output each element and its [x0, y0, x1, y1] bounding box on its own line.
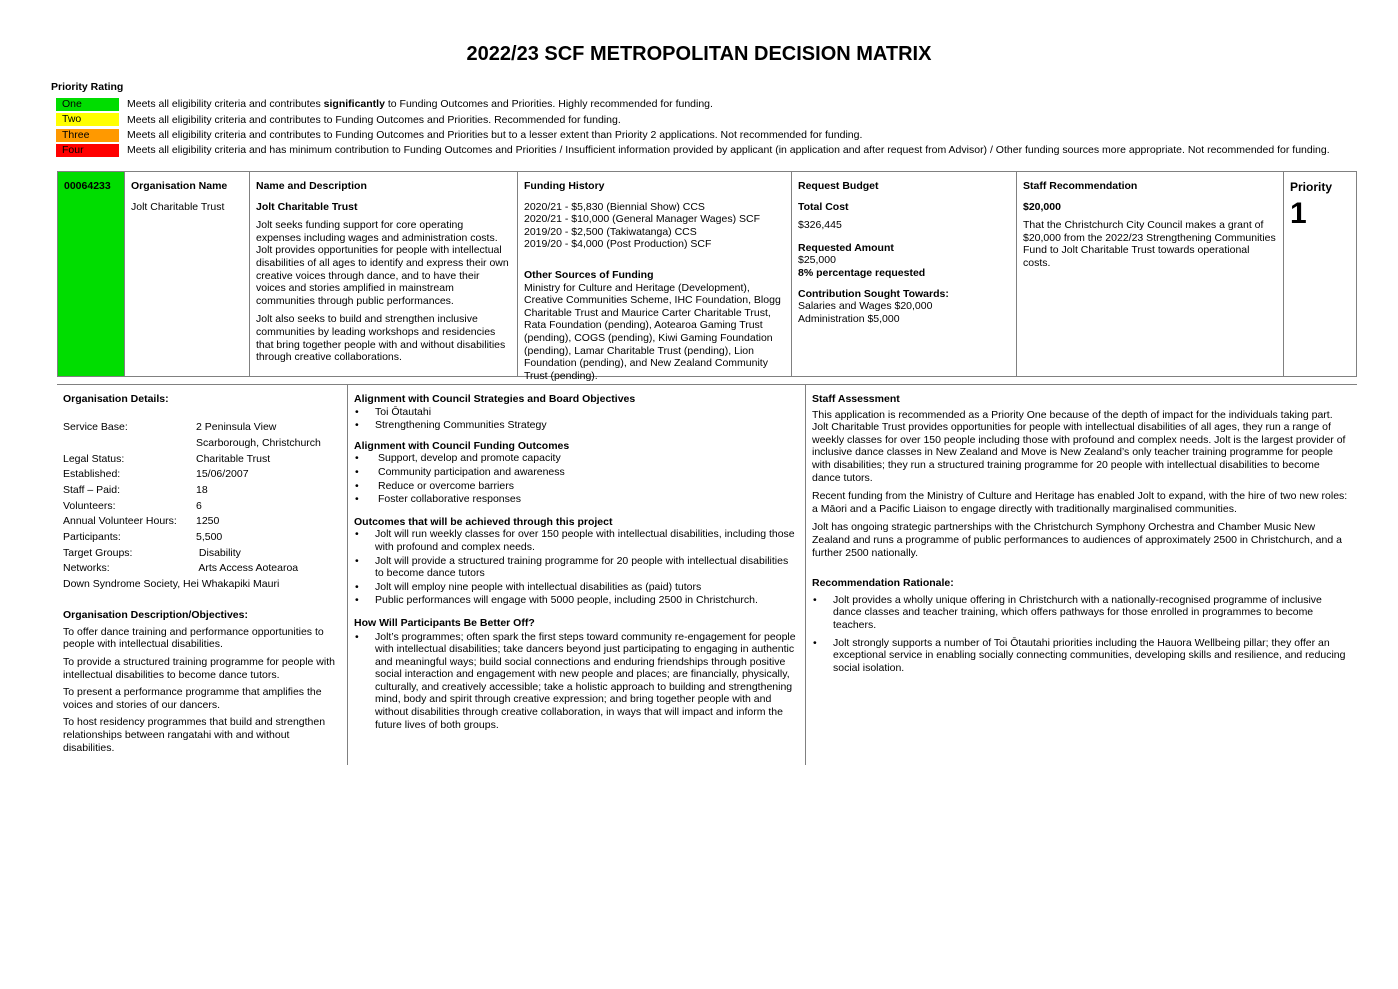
- detail-value: Charitable Trust: [196, 452, 271, 465]
- priority-description: Meets all eligibility criteria and contributes to Funding Outcomes and Priorities. Recommended for funding.: [127, 113, 621, 126]
- priority-value: 1: [1290, 197, 1307, 231]
- organisation-details-heading: Organisation Details:: [63, 393, 169, 405]
- better-off-heading: How Will Participants Be Better Off?: [354, 616, 535, 629]
- detail-value: Scarborough, Christchurch: [196, 436, 321, 449]
- requested-amount-value: $25,000: [798, 254, 836, 267]
- rationale-item: • Jolt strongly supports a number of Toi Ōtautahi priorities including the Hauora Wellbeing pillar; they offer an exceptional service in enabling socially connecting communities, developing skills and resilience, and reducing social isolation.: [812, 637, 1351, 675]
- contribution-label: Contribution Sought Towards:: [798, 287, 949, 300]
- priority-heading: Priority: [1290, 180, 1333, 194]
- funding-history-cell: [518, 172, 792, 382]
- funding-history-item: 2019/20 - $4,000 (Post Production) SCF: [524, 238, 712, 251]
- staff-recommendation-cell: [1017, 172, 1284, 376]
- strategy-item: • Toi Ōtautahi: [354, 406, 799, 419]
- detail-value: 6: [196, 499, 202, 512]
- rationale-heading: Recommendation Rationale:: [812, 577, 954, 590]
- assessment-paragraph: This application is recommended as a Priority One because of the depth of impact for the individuals taking part. Jolt Charitable Trust provides opportunities for people with intellectual disabilities of all ages, they run a range of weekly classes for over 150 people including those with profound and complex needs. Jolt is the largest provider of inclusive dance classes in New Zealand and Move is New Zealand’s only teacher training programme for people with disabilities; they run a structured training programme for 20 people with intellectual disabilities to become dance tutors.: [812, 408, 1346, 484]
- organisation-name: Jolt Charitable Trust: [131, 200, 225, 213]
- detail-value: 5,500: [196, 530, 223, 543]
- detail-row: [63, 420, 341, 436]
- other-funding-sources: Ministry for Culture and Heritage (Development), Creative Communities Scheme, IHC Foundation, Blogg Charitable Trust and Maurice Carter Charitable Trust, Rata Foundation (pending), Aotearoa Gaming Trust (pending), COGS (pending), Kiwi Gaming Foundation (pending), Lamar Charitable Trust (pending), Lion Foundation (pending), and New Zealand Community Trust (pending).: [524, 281, 781, 382]
- funding-history-item: 2020/21 - $5,830 (Biennial Show) CCS: [524, 200, 705, 213]
- detail-row: [63, 467, 341, 483]
- strategies-heading: Alignment with Council Strategies and Board Objectives: [354, 393, 636, 405]
- detail-value: 2 Peninsula View: [196, 421, 277, 434]
- strategies-list: [354, 406, 799, 432]
- staff-assessment-section: [806, 385, 1357, 765]
- total-cost-value: $326,445: [798, 219, 842, 232]
- detail-sections: [57, 384, 1357, 765]
- outcome-item: • Foster collaborative responses: [354, 493, 799, 506]
- detail-label: Volunteers:: [63, 499, 116, 512]
- priority-description: Meets all eligibility criteria and contributes significantly to Funding Outcomes and Priorities. Highly recommended for funding.: [127, 98, 713, 111]
- page-title: 2022/23 SCF METROPOLITAN DECISION MATRIX: [466, 43, 932, 65]
- objectives-heading: Organisation Description/Objectives:: [63, 609, 248, 622]
- project-outcomes-list: [354, 528, 799, 607]
- networks-continued: Down Syndrome Society, Hei Whakapiki Mauri: [63, 578, 280, 591]
- funding-history-item: 2019/20 - $2,500 (Takiwatanga) CCS: [524, 225, 697, 238]
- name-description-heading: Name and Description: [256, 180, 367, 192]
- organisation-name-heading: Organisation Name: [131, 180, 228, 192]
- detail-value: 1250: [196, 515, 220, 528]
- detail-label: Participants:: [63, 530, 121, 543]
- project-outcome-item: • Jolt will run weekly classes for over 150 people with intellectual disabilities, including those with profound and complex needs.: [354, 528, 799, 553]
- organisation-name-cell: [125, 172, 250, 376]
- priority-description: Meets all eligibility criteria and has minimum contribution to Funding Outcomes and Priorities / Insufficient information provided by applicant (in application and after request from Advisor) / Other funding sources more appropriate. Not recommended for funding.: [127, 144, 1330, 157]
- detail-row: [63, 529, 341, 545]
- detail-value: 15/06/2007: [196, 468, 249, 481]
- priority-legend-row: [56, 128, 1330, 143]
- project-outcome-item: • Jolt will provide a structured training programme for 20 people with intellectual disabilities to become dance tutors: [354, 555, 799, 580]
- funding-history-item: 2020/21 - $10,000 (General Manager Wages) SCF: [524, 213, 760, 226]
- objective-item: To offer dance training and performance opportunities to people with intellectual disabilities.: [63, 625, 324, 651]
- detail-label: Established:: [63, 468, 121, 481]
- detail-label: Legal Status:: [63, 452, 125, 465]
- alignment-section: [348, 385, 806, 765]
- objective-item: To present a performance programme that amplifies the voices and stories of our dancers.: [63, 686, 322, 711]
- priority-swatch: Four: [56, 144, 119, 157]
- detail-row: [63, 482, 341, 498]
- priority-swatch: Two: [56, 113, 119, 126]
- detail-label: Service Base:: [63, 421, 128, 434]
- project-description: Jolt also seeks to build and strengthen inclusive communities by leading workshops and residencies that bring together people with and without disabilities through creative collaborations.: [256, 313, 506, 364]
- detail-row: [63, 435, 341, 451]
- rationale-list: [812, 594, 1351, 675]
- recommendation-text: That the Christchurch City Council makes a grant of $20,000 from the 2022/23 Strengthening Communities Fund to Jolt Charitable Trust towards operational costs.: [1023, 219, 1276, 269]
- detail-label: Annual Volunteer Hours:: [63, 515, 177, 528]
- priority-legend-row: [56, 143, 1330, 158]
- priority-rating-heading: Priority Rating: [51, 81, 124, 93]
- better-off-item: • Jolt’s programmes; often spark the first steps toward community re-engagement for people with intellectual disabilities; take dancers beyond just participating to engaging in authentic and meaningful ways; build social connections and enduring friendships through positive social interaction and engagement with new people and places; are financially, physically, culturally, and creatively accessible; take a holistic approach to building and strengthening mind, body and spirit through creative expression; and bring together people with and without disabilities through creative collaboration, in ways that will impact and inform the future lives of both groups.: [354, 631, 799, 732]
- detail-label: Staff – Paid:: [63, 483, 121, 496]
- priority-swatch: Three: [56, 129, 119, 142]
- other-funding-heading: Other Sources of Funding: [524, 268, 654, 281]
- detail-label: Target Groups:: [63, 546, 133, 559]
- detail-value: 18: [196, 483, 208, 496]
- rationale-item: • Jolt provides a wholly unique offering in Christchurch with a nationally-recognised programme of inclusive dance classes and teacher training, which offers pathways for those enrolled in programmes to become teachers.: [812, 594, 1351, 632]
- decision-matrix-table: [57, 171, 1357, 382]
- detail-value: Disability: [196, 546, 241, 559]
- application-id: 00064233: [64, 180, 111, 192]
- contribution-item: Salaries and Wages $20,000: [798, 300, 933, 313]
- objective-item: To host residency programmes that build and strengthen relationships between rangatahi with and without disabilities.: [63, 716, 326, 754]
- project-outcome-item: • Jolt will employ nine people with intellectual disabilities as (paid) tutors: [354, 581, 799, 594]
- project-outcomes-heading: Outcomes that will be achieved through this project: [354, 515, 613, 528]
- priority-cell: [1284, 172, 1356, 376]
- priority-legend-row: [56, 97, 1330, 112]
- project-description: Jolt seeks funding support for core operating expenses including wages and administration costs. Jolt provides opportunities for people with intellectual disabilities of all ages to identify and express their own creative voices through dance, and to have their voices and stories amplified in mainstream communities through public performances.: [256, 219, 509, 307]
- assessment-paragraph: Recent funding from the Ministry of Culture and Heritage has enabled Jolt to expand, with the hire of two new roles: a Māori and a Pacific Liaison to engage directly with traditionally marginalised communities.: [812, 490, 1348, 515]
- staff-recommendation-heading: Staff Recommendation: [1023, 180, 1138, 192]
- priority-legend-row: [56, 112, 1330, 127]
- detail-row: [63, 545, 341, 561]
- detail-value: Arts Access Aotearoa: [196, 562, 299, 575]
- priority-legend: [56, 97, 1330, 158]
- detail-label: Networks:: [63, 562, 110, 575]
- priority-description: Meets all eligibility criteria and contributes to Funding Outcomes and Priorities but to a lesser extent than Priority 2 applications. Not recommended for funding.: [127, 128, 863, 141]
- assessment-paragraph: Jolt has ongoing strategic partnerships with the Christchurch Symphony Orchestra and Chamber Music New Zealand and runs a programme of public performances to audiences of approximately 2500 in Christchurch, and a further 2500 nationally.: [812, 521, 1342, 559]
- name-description-cell: [250, 172, 518, 376]
- organisation-details-section: [57, 385, 348, 765]
- request-budget-cell: [792, 172, 1017, 376]
- detail-row: [63, 498, 341, 514]
- contribution-item: Administration $5,000: [798, 312, 900, 325]
- better-off-list: [354, 631, 799, 732]
- staff-assessment-heading: Staff Assessment: [812, 393, 900, 405]
- strategy-item: • Strengthening Communities Strategy: [354, 419, 799, 432]
- detail-row: [63, 451, 341, 467]
- funding-history-heading: Funding History: [524, 180, 605, 192]
- total-cost-label: Total Cost: [798, 200, 849, 213]
- outcome-item: • Community participation and awareness: [354, 466, 799, 479]
- percentage-requested: 8% percentage requested: [798, 266, 926, 279]
- requested-amount-label: Requested Amount: [798, 241, 894, 254]
- outcome-item: • Reduce or overcome barriers: [354, 480, 799, 493]
- project-name: Jolt Charitable Trust: [256, 200, 358, 213]
- application-id-cell: [58, 172, 125, 376]
- funding-outcomes-heading: Alignment with Council Funding Outcomes: [354, 439, 570, 452]
- priority-swatch: One: [56, 98, 119, 111]
- objectives-list: [63, 626, 341, 754]
- detail-row: [63, 514, 341, 530]
- request-budget-heading: Request Budget: [798, 180, 879, 192]
- objective-item: To provide a structured training programme for people with intellectual disabilities to become dance tutors.: [63, 655, 335, 681]
- outcome-item: • Support, develop and promote capacity: [354, 452, 799, 465]
- project-outcome-item: • Public performances will engage with 5000 people, including 2500 in Christchurch.: [354, 594, 799, 607]
- recommended-amount: $20,000: [1023, 200, 1061, 213]
- detail-row: [63, 561, 341, 577]
- funding-outcomes-list: [354, 452, 799, 505]
